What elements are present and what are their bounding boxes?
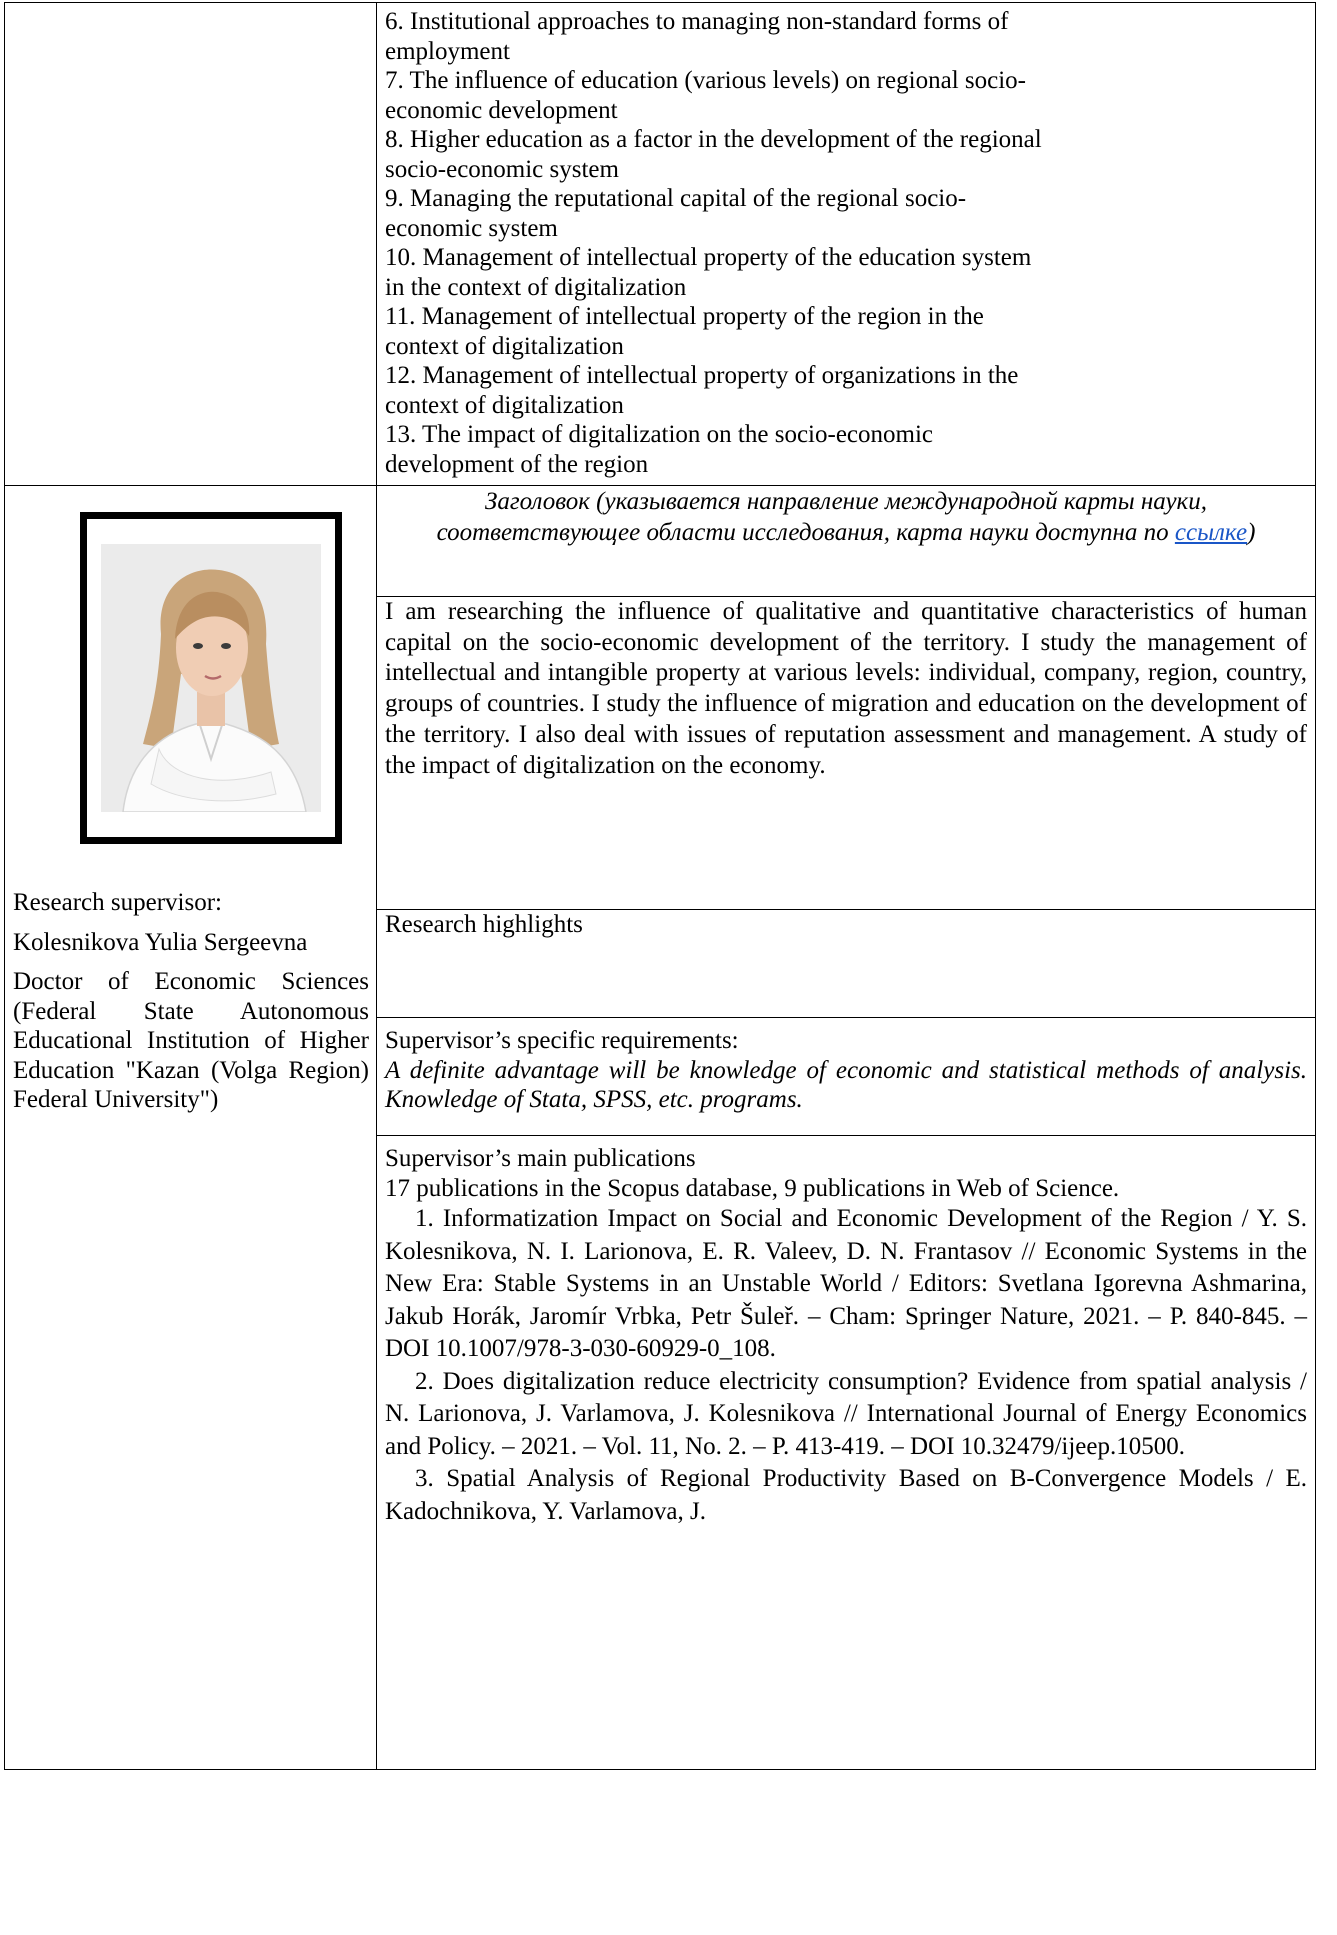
publication-item: 3. Spatial Analysis of Regional Productivity Based on Β-Convergence Models / E. Kadochnikova, Y. Varlamova, J. <box>385 1465 1307 1525</box>
publications-cell <box>377 1136 1316 1770</box>
publications-label: Supervisor’s main publications <box>385 1145 696 1172</box>
supervisor-info <box>13 888 369 1125</box>
research-description-cell <box>377 597 1316 910</box>
publication-item: 2. Does digitalization reduce electricity consumption? Evidence from spatial analysis / N. Larionova, J. Varlamova, J. Kolesnikova // International Journal of Energy Economics and Policy. – 2021. – Vol. 11, No. 2. – P. 413-419. – DOI 10.32479/ijeep.10500. <box>385 1367 1307 1460</box>
publications-intro: 17 publications in the Scopus database, 9 publications in Web of Science. <box>385 1174 1120 1202</box>
requirements-text: A definite advantage will be knowledge of economic and statistical methods of analysis. Knowledge of Stata, SPSS, etc. programs. <box>385 1056 1307 1113</box>
topics-cell <box>377 3 1316 486</box>
topic-line: 11. Management of intellectual property of the region in the <box>385 303 984 330</box>
supervisor-photo-frame <box>80 512 342 844</box>
requirements-cell <box>377 1018 1316 1136</box>
supervisor-affiliation: Doctor of Economic Sciences (Federal State Autonomous Educational Institution of Higher Education "Kazan (Volga Region) Federal University") <box>13 968 369 1113</box>
heading-instruction-cell <box>377 486 1316 597</box>
topic-line: 13. The impact of digitalization on the socio-economic <box>385 421 933 448</box>
map-link[interactable]: ссылке <box>1174 519 1248 546</box>
topic-line: employment <box>385 37 510 65</box>
topic-line: economic development <box>385 96 618 124</box>
heading-close-paren: ) <box>1247 519 1256 546</box>
research-highlights-cell <box>377 910 1316 1018</box>
topic-line: 6. Institutional approaches to managing non-standard forms of <box>385 8 1009 35</box>
portrait-illustration <box>101 544 321 812</box>
topic-line: context of digitalization <box>385 391 624 419</box>
topic-line: socio-economic system <box>385 155 619 183</box>
publication-item: 1. Informatization Impact on Social and Economic Development of the Region / Y. S. Kolesnikova, N. I. Larionova, E. R. Valeev, D. N. Frantasov // Economic Systems in the New Era: Stable Systems in an Unstable World / Editors: Svetlana Igorevna Ashmarina, Jakub Horák, Jaromír Vrbka, Petr Šuleř. – Cham: Springer Nature, 2021. – P. 840-845. – DOI 10.1007/978-3-030-60929-0_108. <box>385 1205 1307 1362</box>
requirements-label: Supervisor’s specific requirements: <box>385 1027 739 1054</box>
supervisor-name: Kolesnikova Yulia Sergeevna <box>13 928 308 956</box>
topic-line: 12. Management of intellectual property of organizations in the <box>385 362 1019 389</box>
topic-line: 8. Higher education as a factor in the development of the regional <box>385 126 1042 153</box>
topic-line: in the context of digitalization <box>385 273 687 301</box>
topics-row <box>5 3 1316 486</box>
supervisor-label: Research supervisor: <box>13 889 222 916</box>
research-highlights-label: Research highlights <box>385 911 583 938</box>
topic-line: economic system <box>385 214 558 242</box>
heading-row <box>5 486 1316 597</box>
supervisor-profile-cell <box>5 486 377 1770</box>
heading-instruction-text: Заголовок (указывается направление международной карты науки, соответствующее области исследования, карта науки доступна по <box>436 488 1207 546</box>
supervisor-photo <box>101 544 321 812</box>
topic-line: 10. Management of intellectual property of the education system <box>385 244 1032 271</box>
topic-line: development of the region <box>385 450 649 478</box>
topics-left-empty-cell <box>5 3 377 486</box>
topic-line: 9. Managing the reputational capital of the regional socio- <box>385 185 967 212</box>
topic-line: 7. The influence of education (various levels) on regional socio- <box>385 67 1026 94</box>
research-description: I am researching the influence of qualitative and quantitative characteristics of human capital on the socio-economic development of the territory. I study the management of intellectual and intangible property at various levels: individual, company, region, country, groups of countries. I study the influence of migration and education on the development of the territory. I also deal with issues of reputation assessment and management. A study of the impact of digitalization on the economy. <box>385 598 1307 779</box>
supervisor-table <box>4 2 1316 1770</box>
topic-line: context of digitalization <box>385 332 624 360</box>
